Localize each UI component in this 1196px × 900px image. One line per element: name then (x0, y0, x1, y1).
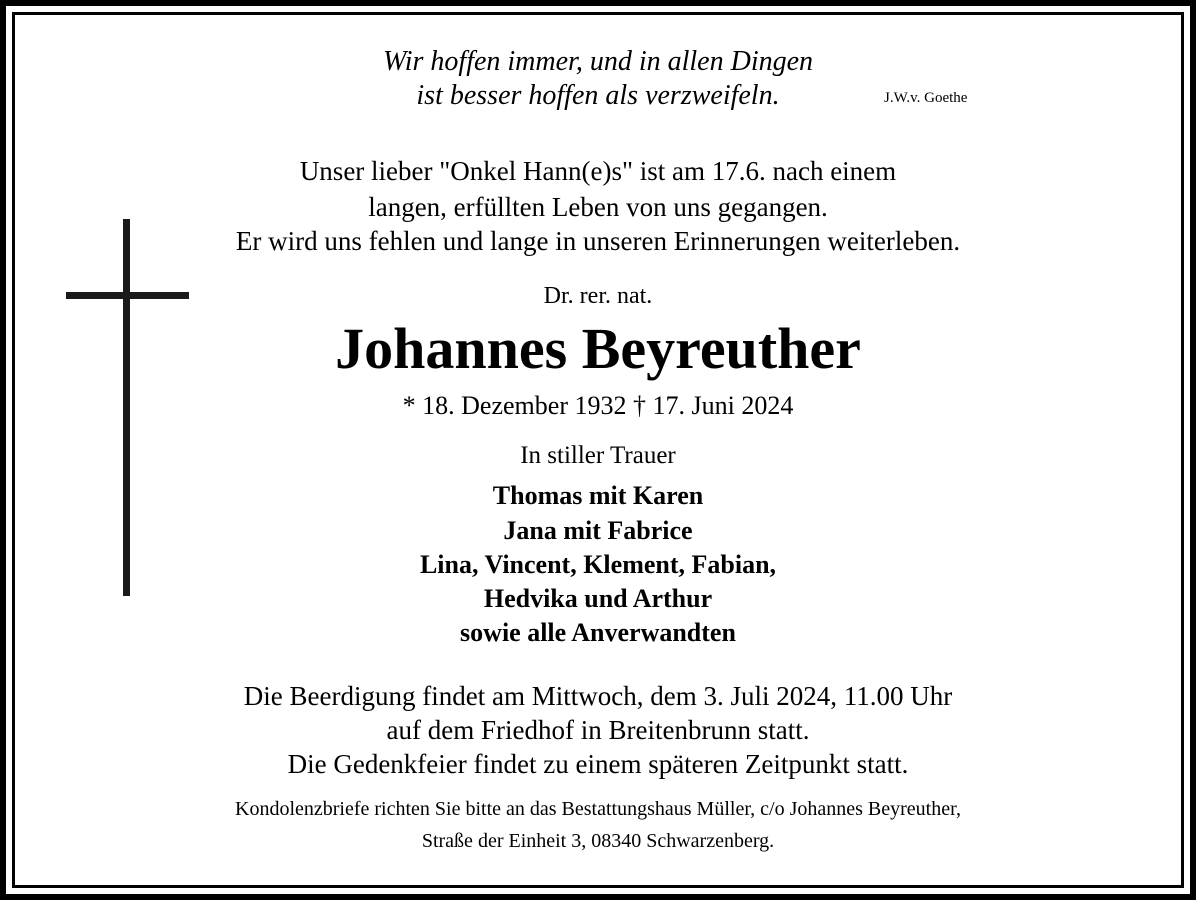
life-dates: * 18. Dezember 1932 † 17. Juni 2024 (402, 391, 794, 420)
mourner-line: Hedvika und Arthur (483, 584, 713, 613)
funeral-line-1: Die Beerdigung findet am Mittwoch, dem 3. Juli 2024, 11.00 Uhr (243, 681, 953, 711)
funeral-line-2: auf dem Friedhof in Breitenbrunn statt. (386, 715, 810, 745)
mourner-line: sowie alle Anverwandten (460, 618, 736, 647)
mourning-label: In stiller Trauer (520, 442, 676, 469)
condolence-line-1: Kondolenzbriefe richten Sie bitte an das Bestattungshaus Müller, c/o Johannes Beyreuther, (235, 798, 961, 820)
mourner-line: Jana mit Fabrice (503, 516, 693, 545)
mourner-line: Lina, Vincent, Klement, Fabian, (419, 550, 777, 579)
intro-line-1: Unser lieber "Onkel Hann(e)s" ist am 17.6. nach einem (299, 156, 897, 186)
deceased-name: Johannes Beyreuther (335, 316, 861, 381)
quote-author: J.W.v. Goethe (884, 90, 968, 106)
quote-line-2: ist besser hoffen als verzweifeln. (416, 80, 780, 111)
funeral-line-3: Die Gedenkfeier findet zu einem späteren Zeitpunkt statt. (287, 749, 909, 779)
academic-title: Dr. rer. nat. (543, 283, 653, 309)
intro-line-3: Er wird uns fehlen und lange in unseren Erinnerungen weiterleben. (235, 226, 961, 256)
quote-line-1: Wir hoffen immer, und in allen Dingen (382, 46, 814, 77)
condolence-line-2: Straße der Einheit 3, 08340 Schwarzenberg. (421, 830, 775, 852)
intro-line-2: langen, erfüllten Leben von uns gegangen. (368, 192, 828, 222)
mourner-line: Thomas mit Karen (492, 481, 704, 510)
